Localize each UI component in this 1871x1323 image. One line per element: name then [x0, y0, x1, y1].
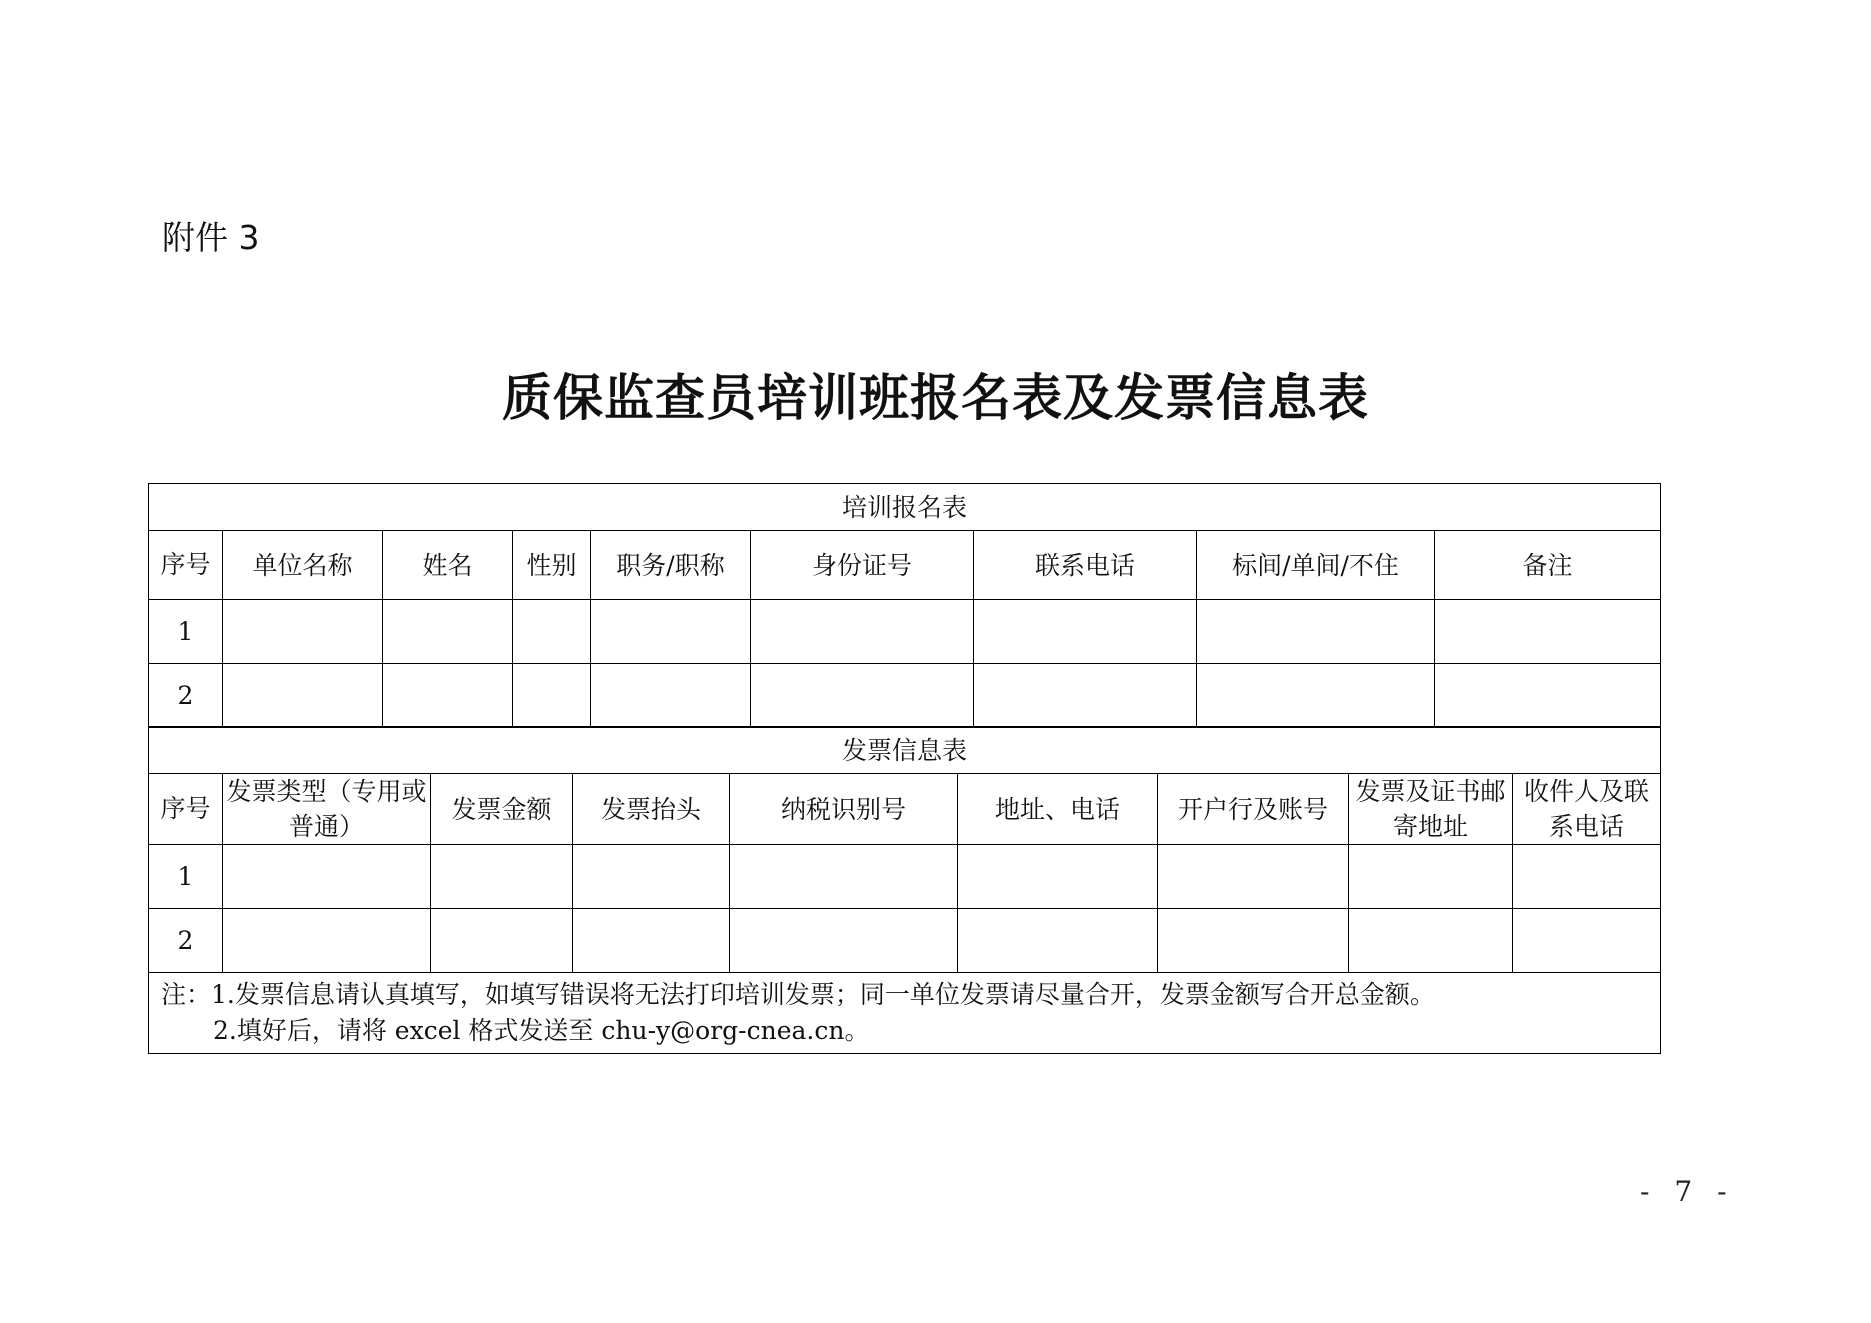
inv-cell-mail-address[interactable] [1349, 845, 1513, 909]
reg-cell-phone[interactable] [974, 600, 1197, 664]
inv-cell-payer[interactable] [573, 845, 730, 909]
invoice-row [149, 845, 1661, 909]
inv-header-bank-account: 开户行及账号 [1158, 774, 1349, 845]
reg-cell-remarks[interactable] [1435, 664, 1661, 728]
reg-header-phone: 联系电话 [974, 531, 1197, 600]
inv-cell-mail-address[interactable] [1349, 909, 1513, 973]
inv-cell-bank-account[interactable] [1158, 845, 1349, 909]
reg-header-seq: 序号 [149, 531, 223, 600]
inv-header-type: 发票类型（专用或普通） [223, 774, 431, 845]
reg-cell-position[interactable] [591, 664, 751, 728]
reg-cell-phone[interactable] [974, 664, 1197, 728]
reg-cell-room[interactable] [1197, 600, 1435, 664]
invoice-section-title: 发票信息表 [149, 727, 1661, 774]
page-number: - 7 - [1640, 1175, 1735, 1208]
registration-invoice-form [148, 483, 1660, 1054]
reg-cell-name[interactable] [383, 600, 513, 664]
registration-row [149, 600, 1661, 664]
reg-header-room: 标间/单间/不住 [1197, 531, 1435, 600]
reg-cell-org[interactable] [223, 600, 383, 664]
attachment-label: 附件 3 [162, 218, 260, 257]
inv-header-amount: 发票金额 [431, 774, 573, 845]
inv-row-seq: 2 [149, 909, 223, 973]
reg-header-remarks: 备注 [1435, 531, 1661, 600]
reg-row-seq: 2 [149, 664, 223, 728]
inv-cell-tax-id[interactable] [730, 909, 958, 973]
inv-cell-amount[interactable] [431, 909, 573, 973]
inv-header-recipient: 收件人及联系电话 [1513, 774, 1661, 845]
inv-header-tax-id: 纳税识别号 [730, 774, 958, 845]
inv-cell-payer[interactable] [573, 909, 730, 973]
inv-header-address-phone: 地址、电话 [958, 774, 1158, 845]
notes-cell [149, 973, 1661, 1054]
inv-row-seq: 1 [149, 845, 223, 909]
inv-cell-recipient[interactable] [1513, 845, 1661, 909]
note-line-2: 2.填好后，请将 excel 格式发送至 chu-y@org-cnea.cn。 [213, 1016, 870, 1046]
reg-header-gender: 性别 [513, 531, 591, 600]
reg-row-seq: 1 [149, 600, 223, 664]
reg-header-name: 姓名 [383, 531, 513, 600]
inv-cell-address-phone[interactable] [958, 845, 1158, 909]
reg-cell-position[interactable] [591, 600, 751, 664]
inv-cell-type[interactable] [223, 909, 431, 973]
reg-header-position: 职务/职称 [591, 531, 751, 600]
reg-cell-id-number[interactable] [751, 600, 974, 664]
reg-cell-room[interactable] [1197, 664, 1435, 728]
inv-header-seq: 序号 [149, 774, 223, 845]
inv-cell-type[interactable] [223, 845, 431, 909]
inv-cell-tax-id[interactable] [730, 845, 958, 909]
note-line-1: 注：1.发票信息请认真填写，如填写错误将无法打印培训发票；同一单位发票请尽量合开，发票金额写合开总金额。 [161, 980, 1435, 1010]
inv-cell-bank-account[interactable] [1158, 909, 1349, 973]
invoice-header-row [149, 774, 1661, 845]
registration-header-row [149, 531, 1661, 600]
inv-cell-amount[interactable] [431, 845, 573, 909]
inv-cell-address-phone[interactable] [958, 909, 1158, 973]
reg-cell-id-number[interactable] [751, 664, 974, 728]
reg-cell-gender[interactable] [513, 664, 591, 728]
inv-header-payer: 发票抬头 [573, 774, 730, 845]
registration-row [149, 664, 1661, 728]
reg-header-id-number: 身份证号 [751, 531, 974, 600]
reg-header-org: 单位名称 [223, 531, 383, 600]
document-title: 质保监查员培训班报名表及发票信息表 [502, 369, 1369, 427]
inv-cell-recipient[interactable] [1513, 909, 1661, 973]
reg-cell-gender[interactable] [513, 600, 591, 664]
invoice-table [148, 726, 1661, 1054]
reg-cell-remarks[interactable] [1435, 600, 1661, 664]
invoice-row [149, 909, 1661, 973]
reg-cell-name[interactable] [383, 664, 513, 728]
registration-section-title: 培训报名表 [149, 484, 1661, 531]
reg-cell-org[interactable] [223, 664, 383, 728]
combined-form-table [148, 483, 1661, 728]
inv-header-mail-address: 发票及证书邮寄地址 [1349, 774, 1513, 845]
